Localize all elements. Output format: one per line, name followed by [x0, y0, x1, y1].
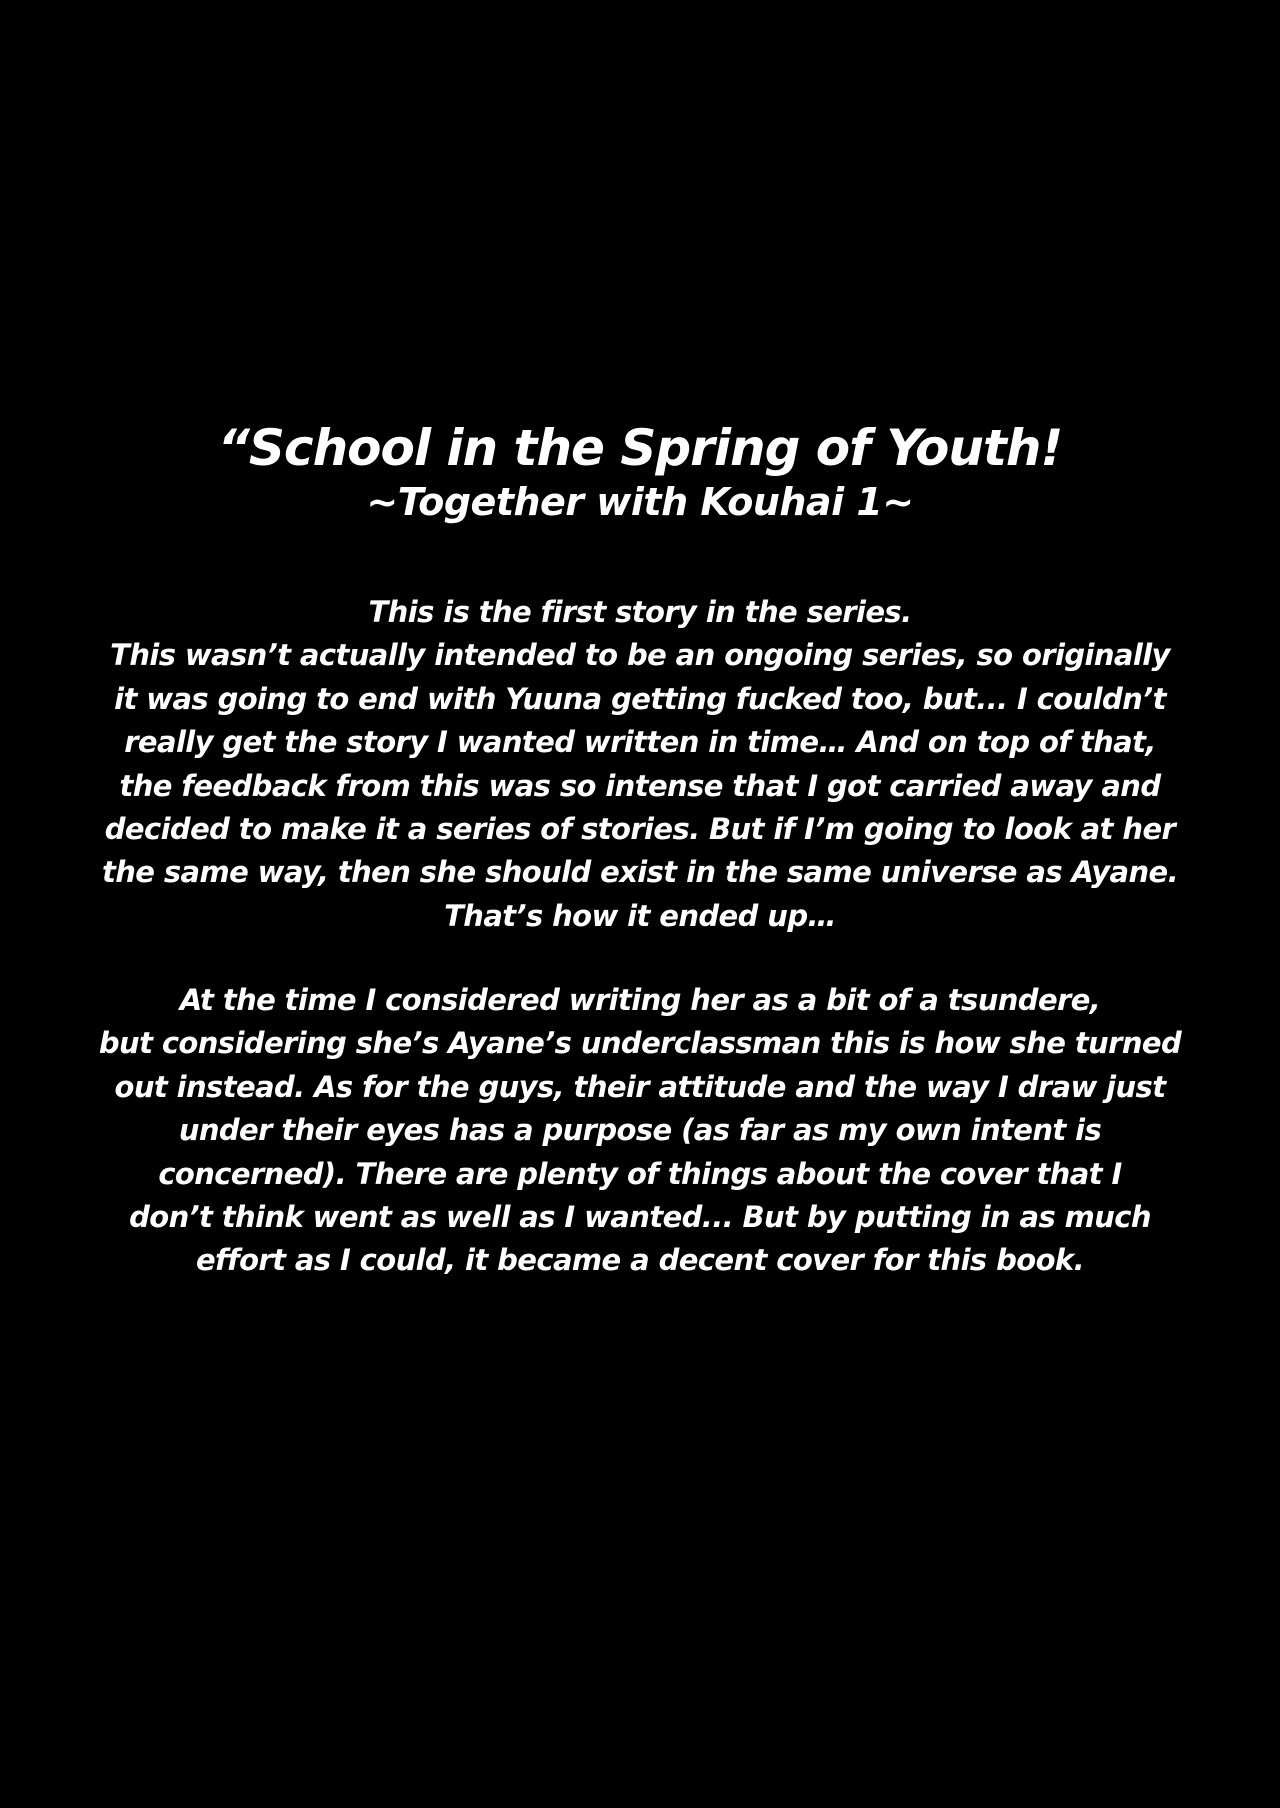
paragraph-line: really get the story I wanted written in time… And on top of that,: [124, 725, 1156, 760]
story-subtitle: ~Together with Kouhai 1~: [366, 480, 914, 524]
paragraph-line: effort as I could, it became a decent cover for this book.: [195, 1243, 1085, 1278]
paragraph-line: the feedback from this was so intense that I got carried away and: [119, 768, 1161, 803]
paragraph-line: out instead. As for the guys, their attitude and the way I draw just: [114, 1069, 1166, 1104]
story-title: “School in the Spring of Youth!: [217, 419, 1063, 477]
paragraph-first: [0, 591, 1280, 938]
paragraph-line: it was going to end with Yuuna getting fucked too, but... I couldn’t: [114, 681, 1166, 716]
paragraph-line: This is the first story in the series.: [368, 595, 912, 629]
paragraph-line: At the time I considered writing her as a bit of a tsundere,: [179, 983, 1101, 1017]
paragraph-line: This wasn’t actually intended to be an ongoing series, so originally: [110, 638, 1170, 673]
paragraph-line: That’s how it ended up…: [444, 898, 836, 933]
paragraph-line: decided to make it a series of stories. But if I’m going to look at her: [104, 812, 1176, 847]
title-block: [0, 418, 1280, 526]
paragraph-line: the same way, then she should exist in the same universe as Ayane.: [101, 855, 1179, 890]
paragraph-line: under their eyes has a purpose (as far as my own intent is: [178, 1113, 1102, 1148]
paragraph-line: but considering she’s Ayane’s underclassman this is how she turned: [98, 1026, 1182, 1061]
paragraph-line: don’t think went as well as I wanted... But by putting in as much: [129, 1200, 1151, 1235]
paragraph-second: [0, 979, 1280, 1283]
paragraph-line: concerned). There are plenty of things about the cover that I: [158, 1156, 1122, 1191]
